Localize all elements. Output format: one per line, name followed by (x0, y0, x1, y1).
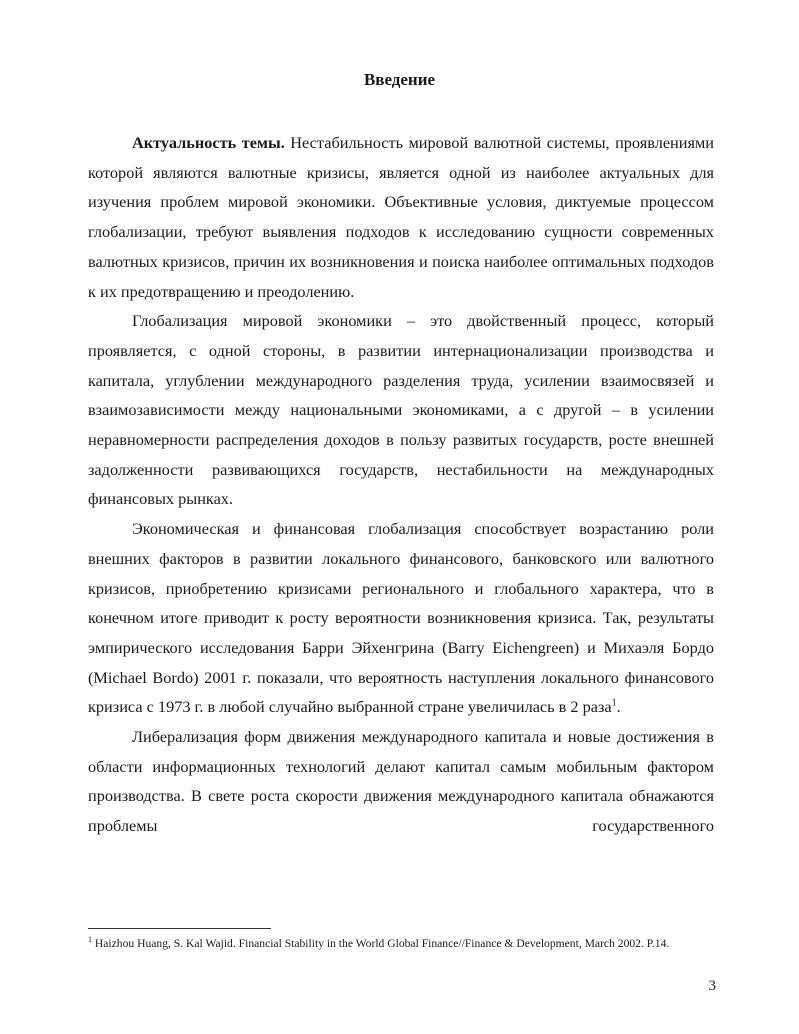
footnote (88, 936, 708, 952)
footnote-marker: 1 (88, 935, 92, 945)
paragraph-relevance (88, 128, 714, 306)
paragraph-text-end: . (616, 697, 621, 717)
paragraph-text: Либерализация форм движения международного капитала и новые достижения в области информационных технологий делают капитал самым мобильным фактором производства. В свете роста скорости движения международного капитала обнажаются проблемы государственного (88, 727, 714, 836)
paragraph-financial-globalization (88, 514, 714, 722)
paragraph-text: Глобализация мировой экономики – это двойственный процесс, который проявляется, с одной стороны, в развитии интернационализации производства и капитала, углублении международного разделения труда, усилении взаимосвязей и взаимозависимости между национальными экономиками, а с другой – в усилении неравномерности распределения доходов в пользу развитых государств, росте внешней задолженности развивающихся государств, нестабильности на международных финансовых рынках. (88, 311, 714, 509)
footnote-text: Haizhou Huang, S. Kal Wajid. Financial Stability in the World Global Finance//Finance & Development, March 2002. P.14. (94, 937, 670, 950)
paragraph-text: Экономическая и финансовая глобализация способствует возрастанию роли внешних факторов в развитии локального финансового, банковского или валютного кризисов, приобретению кризисами регионального и глобального характера, что в конечном итоге приводит к росту вероятности возникновения кризиса. Так, результаты эмпирического исследования Барри Эйхенгрина (Barry Eichengreen) и Михаэля Бордо (Michael Bordo) 2001 г. показали, что вероятность наступления локального финансового кризиса с 1973 г. в любой случайно выбранной стране увеличилась в 2 раза (88, 519, 714, 717)
paragraph-globalization (88, 306, 714, 514)
paragraph-text: Нестабильность мировой валютной системы, проявлениями которой являются валютные кризисы, является одной из наиболее актуальных для изучения проблем мировой экономики. Объективные условия, диктуемые процессом глобализации, требуют выявления подходов к исследованию сущности современных валютных кризисов, причин их возникновения и поиска наиболее оптимальных подходов к их предотвращению и преодолению. (88, 133, 714, 301)
paragraph-lead: Актуальность темы. (132, 133, 285, 152)
paragraph-liberalization (88, 722, 714, 841)
page-title: Введение (363, 70, 436, 89)
footnote-divider (88, 928, 271, 929)
footnote-reference[interactable]: 1 (611, 697, 617, 709)
body-text (88, 128, 714, 841)
page-number: 3 (708, 978, 716, 994)
